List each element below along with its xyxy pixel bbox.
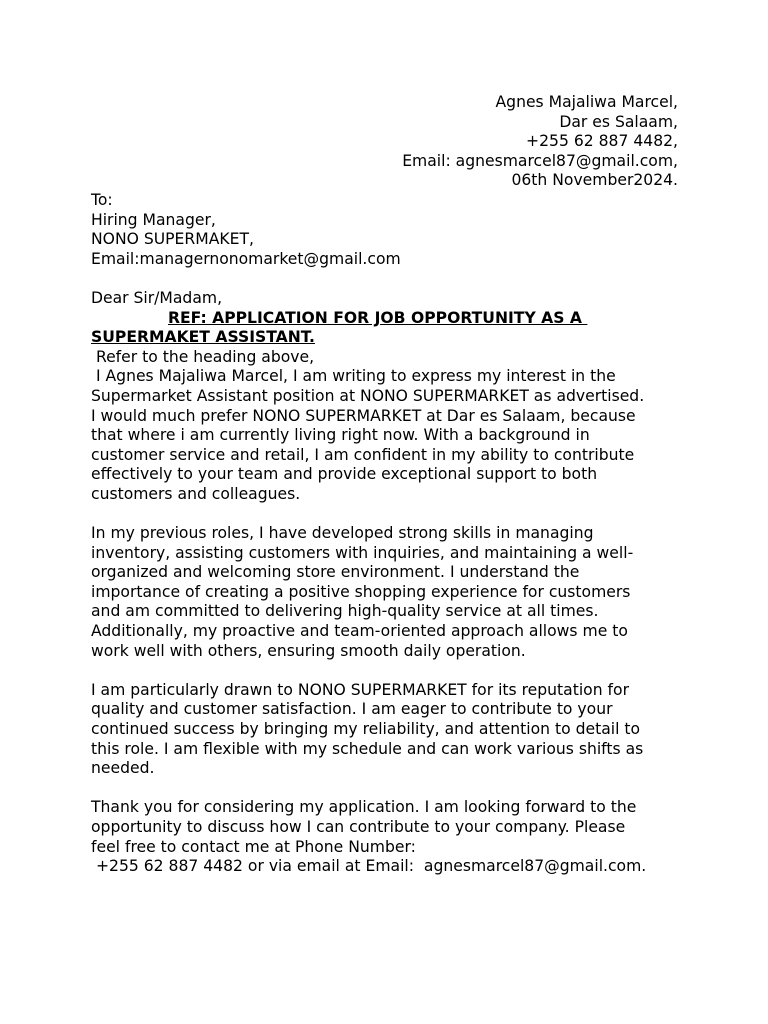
paragraph-line: effectively to your team and provide exceptional support to both	[91, 465, 598, 484]
paragraph-line: organized and welcoming store environment. I understand the	[91, 563, 580, 582]
paragraph-line: I would much prefer NONO SUPERMARKET at Dar es Salaam, because	[91, 406, 636, 425]
paragraph-line: importance of creating a positive shopping experience for customers	[91, 582, 631, 601]
letter-date: 06th November2024.	[511, 171, 678, 190]
paragraph-line: needed.	[91, 759, 155, 778]
reference-heading	[91, 309, 678, 348]
paragraph-line: customers and colleagues.	[91, 484, 301, 503]
sender-name: Agnes Majaliwa Marcel,	[495, 93, 678, 111]
paragraph-line: inventory, assisting customers with inquiries, and maintaining a well-	[91, 543, 634, 562]
paragraph-line: Refer to the heading above,	[91, 347, 315, 366]
paragraph-line: I Agnes Majaliwa Marcel, I am writing to express my interest in the	[91, 367, 616, 386]
sender-email: Email: agnesmarcel87@gmail.com,	[402, 151, 678, 170]
body-paragraph-1	[91, 348, 678, 505]
paragraph-line: Thank you for considering my application. I am looking forward to the	[91, 798, 637, 817]
paragraph-line: this role. I am flexible with my schedule and can work various shifts as	[91, 739, 644, 758]
reference-line-2: SUPERMAKET ASSISTANT.	[91, 328, 315, 347]
salutation: Dear Sir/Madam,	[91, 288, 223, 307]
sender-block	[91, 93, 678, 191]
body-paragraph-2	[91, 524, 678, 661]
body-paragraph-4	[91, 798, 678, 876]
paragraph-line: and am committed to delivering high-quality service at all times.	[91, 602, 599, 621]
recipient-to: To:	[91, 190, 113, 209]
paragraph-line: Supermarket Assistant position at NONO SUPERMARKET as advertised.	[91, 386, 645, 405]
paragraph-line: In my previous roles, I have developed strong skills in managing	[91, 524, 594, 543]
paragraph-line: quality and customer satisfaction. I am eager to contribute to your	[91, 700, 613, 719]
paragraph-line: that where i am currently living right now. With a background in	[91, 426, 590, 445]
paragraph-line: Additionally, my proactive and team-oriented approach allows me to	[91, 622, 628, 641]
recipient-company: NONO SUPERMAKET,	[91, 230, 254, 249]
blank-line	[91, 779, 678, 799]
recipient-title: Hiring Manager,	[91, 210, 216, 229]
sender-city: Dar es Salaam,	[559, 112, 678, 131]
paragraph-line: continued success by bringing my reliability, and attention to detail to	[91, 720, 641, 738]
paragraph-line: work well with others, ensuring smooth daily operation.	[91, 641, 526, 660]
recipient-block	[91, 191, 678, 269]
paragraph-line: I am particularly drawn to NONO SUPERMARKET for its reputation for	[91, 680, 629, 699]
contact-line: +255 62 887 4482 or via email at Email: agnesmarcel87@gmail.com.	[91, 857, 647, 876]
reference-line-1: REF: APPLICATION FOR JOB OPPORTUNITY AS A	[168, 308, 588, 327]
body-paragraph-3	[91, 681, 678, 779]
blank-line	[91, 269, 678, 289]
paragraph-line: customer service and retail, I am confident in my ability to contribute	[91, 445, 635, 464]
blank-line	[91, 504, 678, 524]
sender-phone: +255 62 887 4482,	[526, 132, 678, 151]
recipient-email: Email:managernonomarket@gmail.com	[91, 249, 401, 268]
paragraph-line: opportunity to discuss how I can contribute to your company. Please	[91, 817, 626, 836]
blank-line	[91, 661, 678, 681]
paragraph-line: feel free to contact me at Phone Number:	[91, 837, 416, 856]
letter-page	[91, 93, 678, 877]
